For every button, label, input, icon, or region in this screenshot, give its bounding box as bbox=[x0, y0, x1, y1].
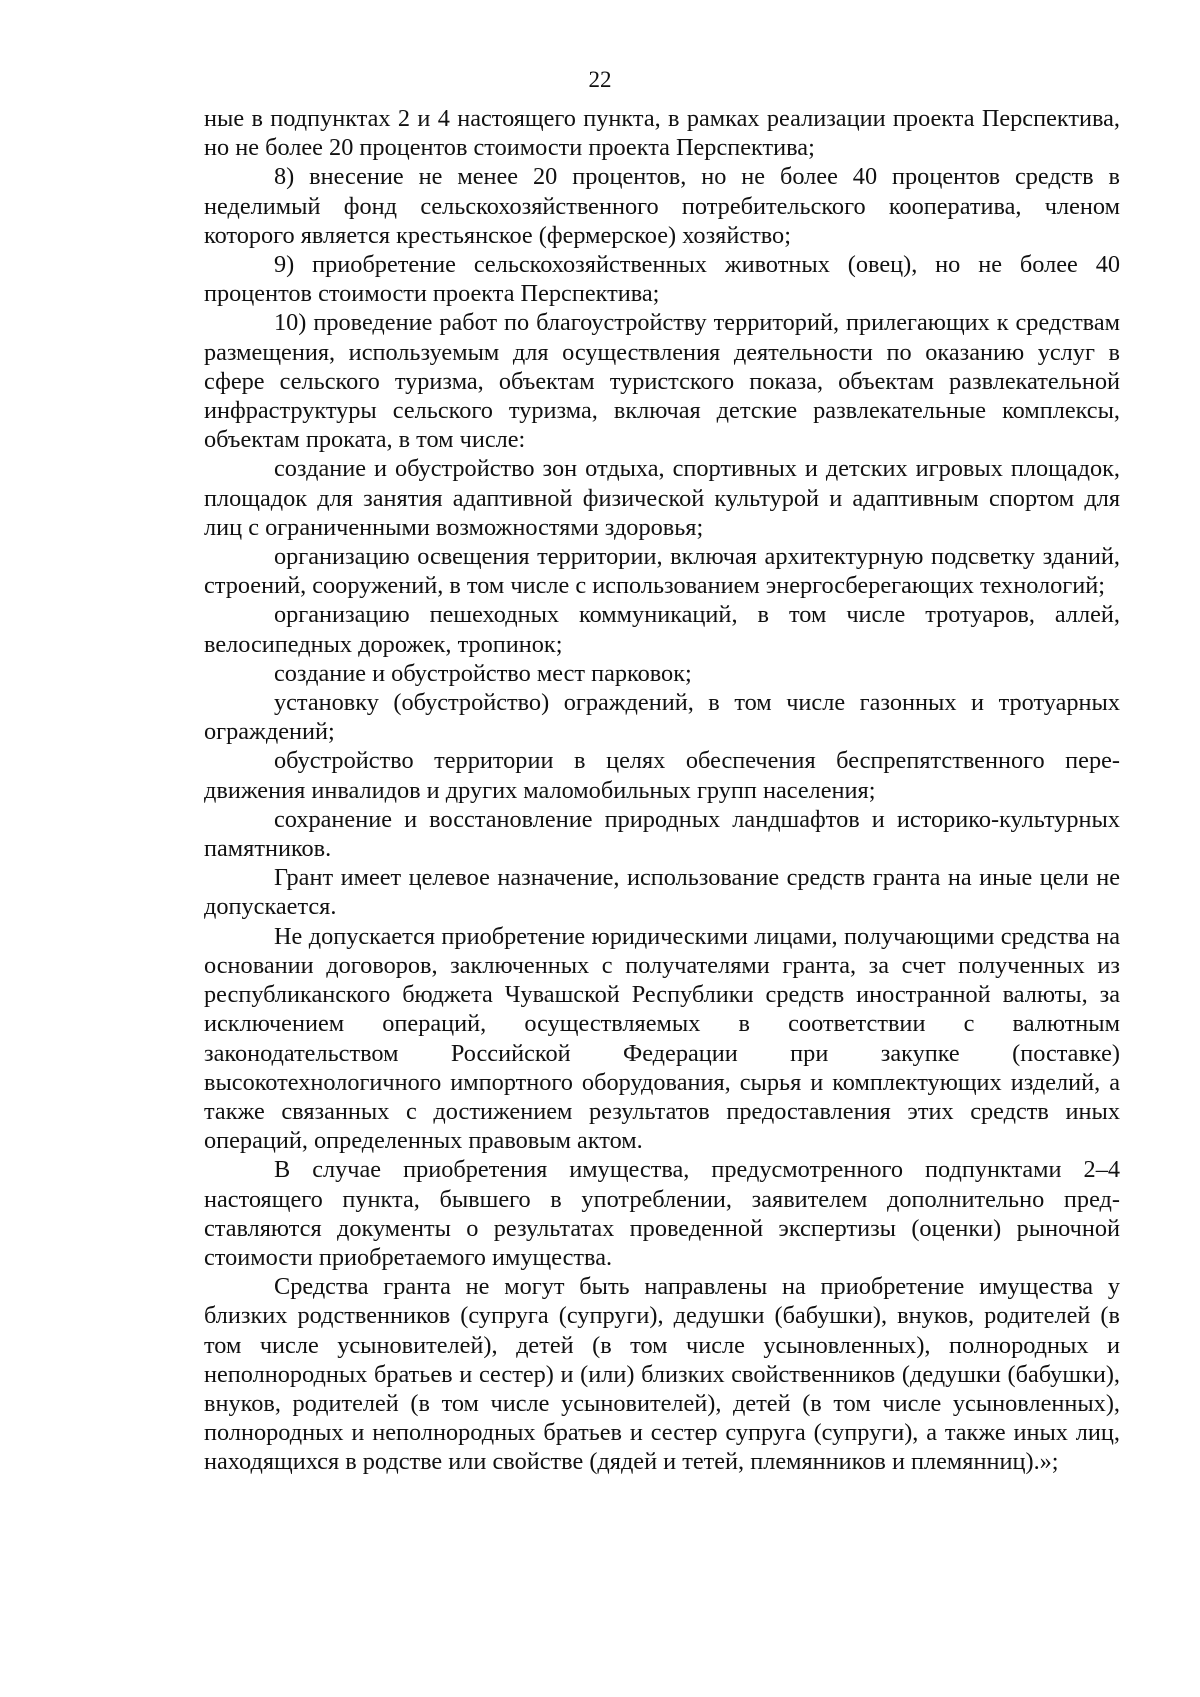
paragraph-subitem-accessibility: обустройство территории в целях обеспечения беспрепятственного передвижения инвалидов и других маломобильных групп населения; bbox=[204, 747, 1120, 804]
paragraph-subitem-parking: создание и обустройство мест парковок; bbox=[274, 659, 692, 687]
paragraph-currency-restriction: Не допускается приобретение юридическими лицами, получающими средства на основании договоров, заключенных с получателями гранта, за счет полученных из республиканского бюджета Чувашской Республики средств иностранной валюты, за исключением операций, осуществляемых в соответствии с валютным законодательством Российской Федерации при закупке (поставке) высокотехнологичного импортного оборудования, сырья и комплектующих изделий, а также связанных с достижением результатов предоставления этих средств иных операций, определенных правовым актом. bbox=[204, 922, 1120, 1155]
paragraph-relatives-restriction: Средства гранта не могут быть направлены на приобретение имущества у близких родственников (супруга (супруги), дедушки (бабушки), внуков, родителей (в том числе усыновителей), детей (в том числе усыновленных), полнородных и неполнородных братьев и сестер) и (или) близких свойственников (дедушки (бабушки), внуков, родителей (в том числе усыновителей), детей (в том числе усыновленных), полнородных и неполнородных братьев и сестер супруга (супруги), а также иных лиц, находящихся в родстве или свойстве (дядей и тетей, племянников и племянниц).»; bbox=[204, 1273, 1120, 1476]
paragraph-continuation: ные в подпунктах 2 и 4 настоящего пункта, в рамках реализации проекта Перспектива, но не более 20 процентов стоимости проекта Перспектива; bbox=[204, 105, 1120, 162]
paragraph-subitem-lighting: организацию освещения территории, включая архитектурную подсветку зданий, строений, сооружений, в том числе с использованием энергосберегающих технологий; bbox=[204, 543, 1120, 600]
paragraph-used-property: В случае приобретения имущества, предусмотренного подпунктами 2–4 настоящего пункта, бывшего в употреблении, заявителем дополнительно представляются документы о результатах проведенной экспертизы (оценки) рыночной стоимости приобретаемого имущества. bbox=[204, 1156, 1120, 1271]
paragraph-subitem-fencing: установку (обустройство) ограждений, в том числе газонных и тротуарных ограждений; bbox=[204, 689, 1120, 746]
paragraph-subitem-recreation-zones: создание и обустройство зон отдыха, спортивных и детских игровых площадок, площадок для занятия адаптивной физической культурой и адаптивным спортом для лиц с ограниченными возможностями здоровья; bbox=[204, 455, 1120, 541]
paragraph-item-10: 10) проведение работ по благоустройству территорий, прилегающих к средствам размещения, используемым для осуществления деятельности по оказанию услуг в сфере сельского туризма, объектам туристского показа, объектам развлекательной инфраструктуры сельского туризма, включая детские развлекательные комплексы, объектам проката, в том числе: bbox=[204, 309, 1120, 454]
page-number: 22 bbox=[588, 67, 612, 92]
paragraph-item-9: 9) приобретение сельскохозяйственных животных (овец), но не более 40 процентов стоимости проекта Перспектива; bbox=[204, 251, 1120, 308]
document-body bbox=[204, 104, 1120, 1477]
paragraph-subitem-pedestrian: организацию пешеходных коммуникаций, в том числе тротуаров, аллей, велосипедных дорожек, тропинок; bbox=[204, 601, 1120, 658]
paragraph-item-8: 8) внесение не менее 20 процентов, но не более 40 процентов средств в неделимый фонд сельскохозяйственного потребительского кооператива, членом которого является крестьянское (фермерское) хозяйство; bbox=[204, 163, 1120, 249]
paragraph-subitem-landscapes: сохранение и восстановление природных ландшафтов и историко-культурных памятников. bbox=[204, 805, 1120, 863]
paragraph-grant-purpose: Грант имеет целевое назначение, использование средств гранта на иные цели не допускается. bbox=[204, 864, 1120, 921]
